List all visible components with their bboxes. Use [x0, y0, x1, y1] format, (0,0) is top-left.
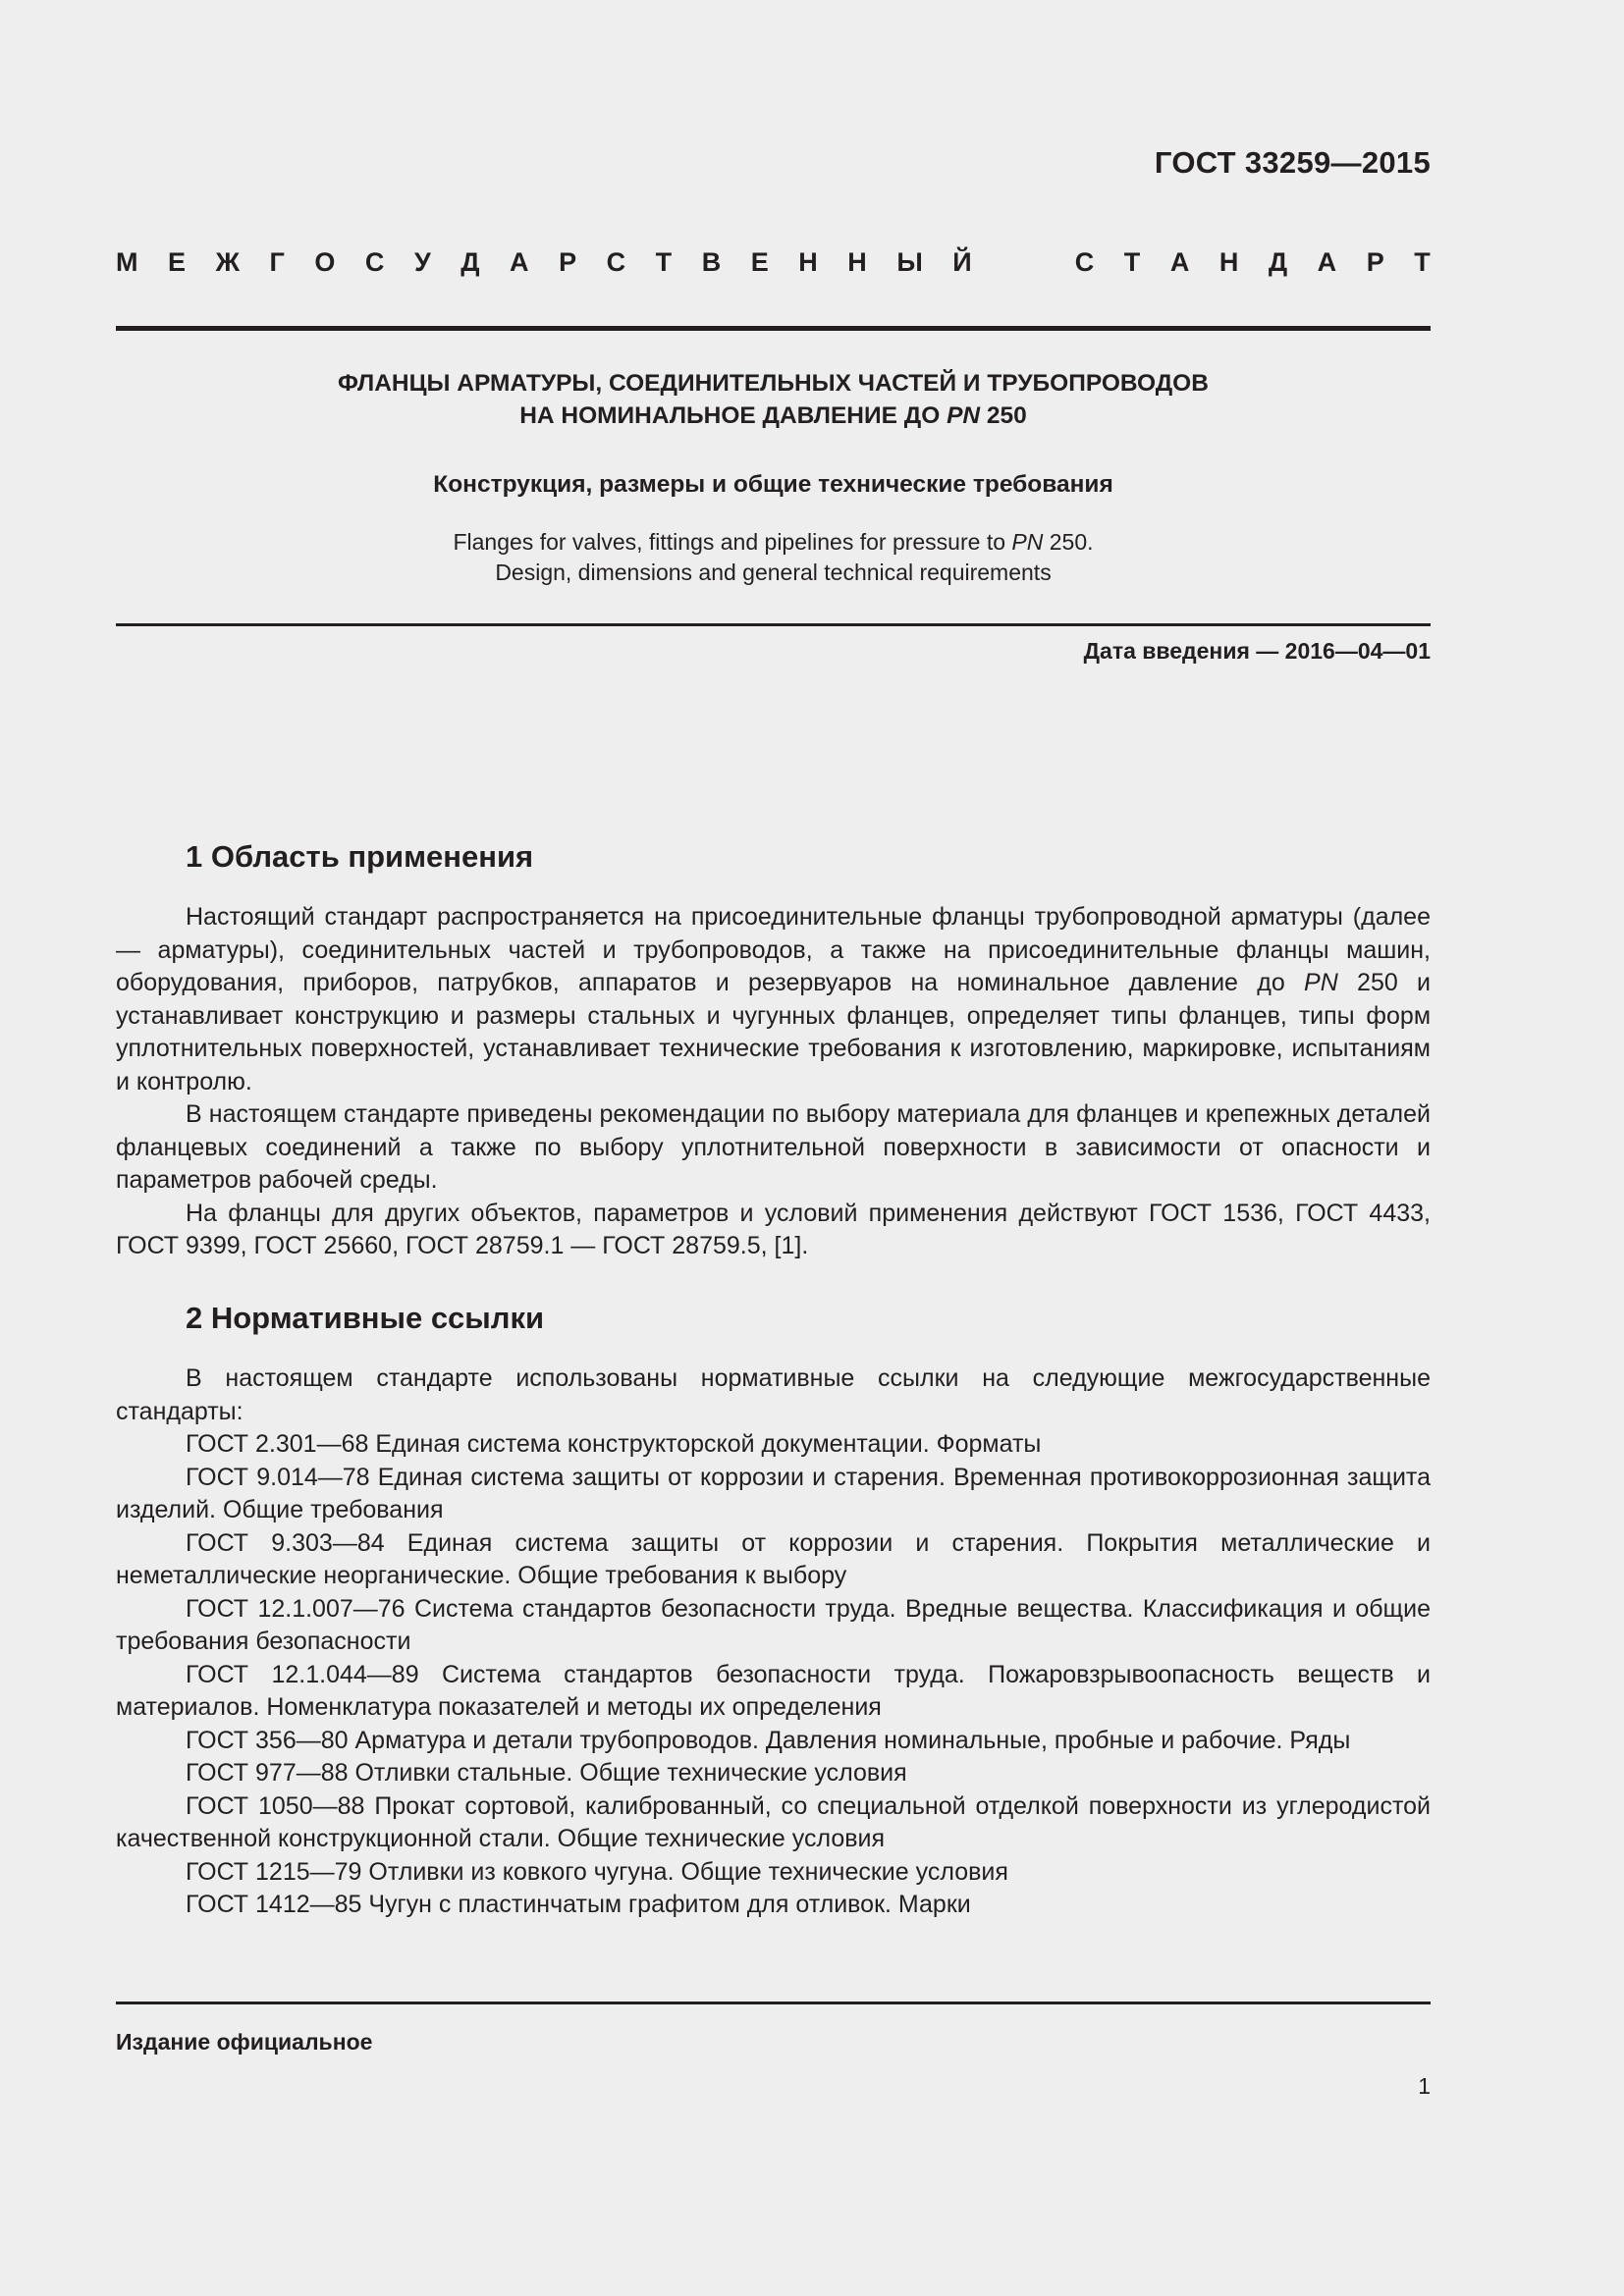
reference-item: ГОСТ 9.014—78 Единая система защиты от коррозии и старения. Временная противокоррозионная защита изделий. Общие требования — [116, 1463, 1431, 1523]
standard-type-letter: Р — [559, 247, 577, 277]
section1-paragraph3: На фланцы для других объектов, параметров и условий применения действуют ГОСТ 1536, ГОСТ 4433, ГОСТ 9399, ГОСТ 25660, ГОСТ 28759.1 — ГОСТ 28759.5, [1]. — [116, 1199, 1431, 1259]
standard-type-letter: А — [1169, 247, 1190, 277]
title-ru-line1: ФЛАНЦЫ АРМАТУРЫ, СОЕДИНИТЕЛЬНЫХ ЧАСТЕЙ И ТРУБОПРОВОДОВ — [338, 370, 1209, 397]
standard-type-letter: С — [606, 247, 626, 277]
standard-type-letter: Н — [847, 247, 867, 277]
standard-type-letter: У — [413, 247, 431, 277]
standard-type-letter: С — [364, 247, 385, 277]
section1-p1-pre: Настоящий стандарт распространяется на присоединительные фланцы трубопроводной арматуры (далее — арматуры), соединительных частей и трубопроводов, а также на присоединительные фланцы машин, оборудования, приборов, патрубков, аппаратов и резервуаров на номинальное давление до — [116, 903, 1431, 996]
standard-type-letter: Ы — [896, 247, 923, 277]
standard-type-letter: С — [1074, 247, 1095, 277]
standard-type-line — [116, 247, 1431, 281]
standard-type-letter: Т — [1123, 247, 1141, 277]
reference-item: ГОСТ 12.1.007—76 Система стандартов безопасности труда. Вредные вещества. Классификация и общие требования безопасности — [116, 1594, 1431, 1655]
title-en-line1-pre: Flanges for valves, fittings and pipelines for pressure to — [453, 529, 1012, 555]
title-ru — [116, 367, 1431, 432]
section1-p1-italic: PN — [1304, 969, 1338, 996]
reference-item: ГОСТ 1215—79 Отливки из ковкого чугуна. Общие технические условия — [186, 1857, 1008, 1886]
reference-list — [116, 1428, 1431, 1922]
official-edition-label: Издание официальное — [116, 2029, 373, 2055]
reference-item: ГОСТ 2.301—68 Единая система конструкторской документации. Форматы — [186, 1430, 1042, 1458]
document-number: ГОСТ 33259—2015 — [1154, 145, 1431, 180]
header-rule — [116, 326, 1431, 331]
section1-body — [116, 901, 1431, 1263]
standard-type-letter: В — [701, 247, 722, 277]
standard-type-letter: Ж — [215, 247, 240, 277]
standard-type-letter: Е — [168, 247, 187, 277]
section1-paragraph2: В настоящем стандарте приведены рекомендации по выбору материала для фланцев и крепежных деталей фланцевых соединений а также по выбору уплотнительной поверхности в зависимости от опасности и параметров рабочей среды. — [116, 1100, 1431, 1194]
title-block — [116, 367, 1431, 585]
standard-type-letter: А — [510, 247, 529, 277]
standard-type-letter: М — [116, 247, 138, 277]
standard-type-letter: Т — [655, 247, 673, 277]
standard-type-letter: Н — [1218, 247, 1239, 277]
title-ru-line2-pre: НА НОМИНАЛЬНОЕ ДАВЛЕНИЕ ДО — [519, 402, 947, 429]
standard-type-letter: А — [1317, 247, 1337, 277]
reference-item: ГОСТ 356—80 Арматура и детали трубопроводов. Давления номинальные, пробные и рабочие. Ряды — [186, 1726, 1351, 1754]
reference-item: ГОСТ 977—88 Отливки стальные. Общие технические условия — [186, 1759, 907, 1787]
standard-type-letter: Т — [1414, 247, 1431, 277]
standard-type-gap — [1001, 247, 1045, 281]
section2-intro: В настоящем стандарте использованы нормативные ссылки на следующие межгосударственные стандарты: — [116, 1364, 1431, 1425]
title-rule — [116, 623, 1431, 626]
footer-rule — [116, 2002, 1431, 2004]
standard-type-letter: Е — [750, 247, 769, 277]
title-ru-line2-italic: PN — [947, 402, 981, 429]
section1-heading: 1 Область применения — [186, 839, 534, 874]
title-en-line2: Design, dimensions and general technical requirements — [495, 560, 1052, 585]
title-en-line1-post: 250. — [1043, 529, 1094, 555]
reference-item: ГОСТ 9.303—84 Единая система защиты от коррозии и старения. Покрытия металлические и неметаллические неорганические. Общие требования к выбору — [116, 1528, 1431, 1589]
section2-body — [116, 1362, 1431, 1922]
standard-type-letter: Н — [798, 247, 818, 277]
page-number: 1 — [1418, 2073, 1431, 2099]
introduction-date: Дата введения — 2016—04—01 — [1083, 638, 1431, 664]
title-ru-line2-post: 250 — [980, 402, 1027, 429]
standard-type-letter: О — [314, 247, 336, 277]
standard-type-letter: Й — [952, 247, 972, 277]
title-en-line1-italic: PN — [1011, 529, 1044, 555]
standard-type-letter: Д — [460, 247, 480, 277]
document-page — [116, 0, 1431, 2296]
standard-type-letter: Р — [1366, 247, 1384, 277]
standard-type-letter: Г — [269, 247, 285, 277]
section1-p1-post: 250 и устанавливает конструкцию и размеры стальных и чугунных фланцев, определяет типы фланцев, типы форм уплотнительных поверхностей, устанавливает технические требования к изготовлению, маркировке, испытаниям и контролю. — [116, 969, 1431, 1095]
title-en — [116, 527, 1431, 588]
reference-item: ГОСТ 12.1.044—89 Система стандартов безопасности труда. Пожаровзрывоопасность веществ и материалов. Номенклатура показателей и методы их определения — [116, 1660, 1431, 1721]
section1-paragraph1 — [116, 901, 1431, 1098]
standard-type-letter: Д — [1268, 247, 1288, 277]
section2-heading: 2 Нормативные ссылки — [186, 1301, 545, 1335]
subtitle-ru: Конструкция, размеры и общие технические требования — [433, 471, 1113, 498]
reference-item: ГОСТ 1412—85 Чугун с пластинчатым графитом для отливок. Марки — [186, 1891, 971, 1918]
reference-item: ГОСТ 1050—88 Прокат сортовой, калиброванный, со специальной отделкой поверхности из углеродистой качественной конструкционной стали. Общие технические условия — [116, 1791, 1431, 1852]
